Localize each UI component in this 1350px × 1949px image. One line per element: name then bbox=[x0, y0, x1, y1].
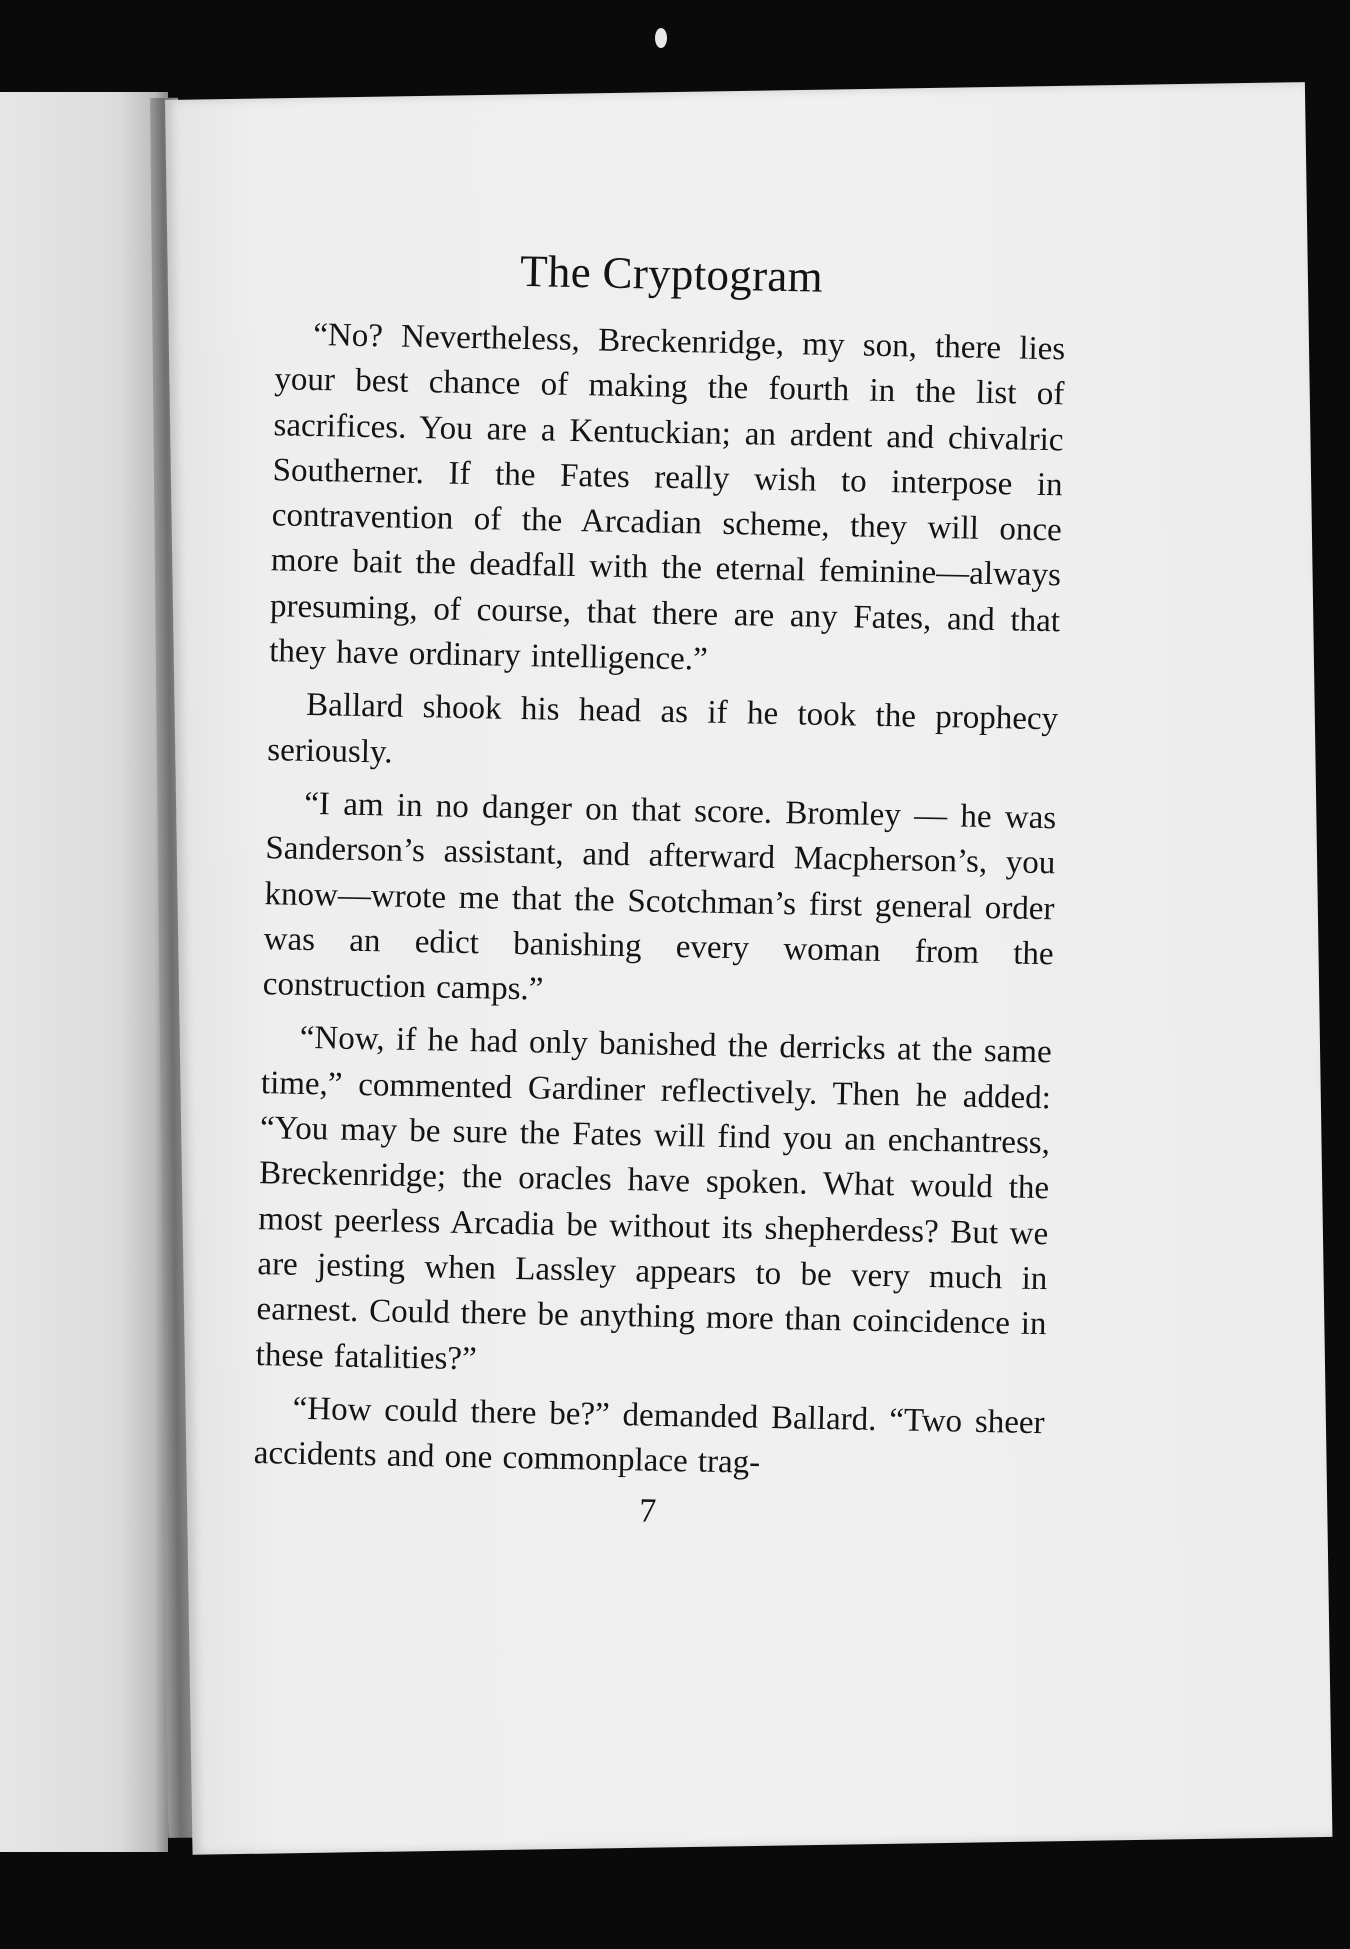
scan-speck bbox=[655, 28, 667, 48]
paragraph: “How could there be?” demanded Ballard. “Two sheer accidents and one commonplace trag- bbox=[253, 1390, 1045, 1481]
previous-page-edge bbox=[0, 92, 168, 1852]
book-page bbox=[165, 82, 1332, 1855]
paragraph: “No? Nevertheless, Breckenridge, my son, there lies your best chance of making the fourth in the list of sacrifices. You are a Kentuckian; an ardent and chivalric Southerner. If the Fates really wish to interpose in contravention of the Arcadian scheme, they will once more bait the deadfall with the eternal feminine—always presuming, of course, that there are any Fates, and that they have ordinary intelligence.” bbox=[268, 316, 1066, 678]
page-number: 7 bbox=[638, 1492, 657, 1531]
paragraph: “I am in no danger on that score. Bromley — he was Sanderson’s assistant, and afterward Macpherson’s, you know—wrote me that the Scotchman’s first general order was an edict banishing every woman from the construction camps.” bbox=[262, 785, 1057, 1008]
paragraph: Ballard shook his head as if he took the prophecy seriously. bbox=[267, 687, 1059, 771]
running-head: The Cryptogram bbox=[519, 245, 824, 302]
paragraph: “Now, if he had only banished the derricks at the same time,” commented Gardiner reflectively. Then he added: “You may be sure the Fates will find you an enchantress, Breckenridge; the oracles have spoken. What would the most peerless Arcadia be without its shepherdess? But we are jesting when Lassley appears to be very much in earnest. Could there be anything more than coincidence in these fatalities?” bbox=[255, 1020, 1053, 1377]
page-text-block bbox=[252, 238, 1067, 1541]
